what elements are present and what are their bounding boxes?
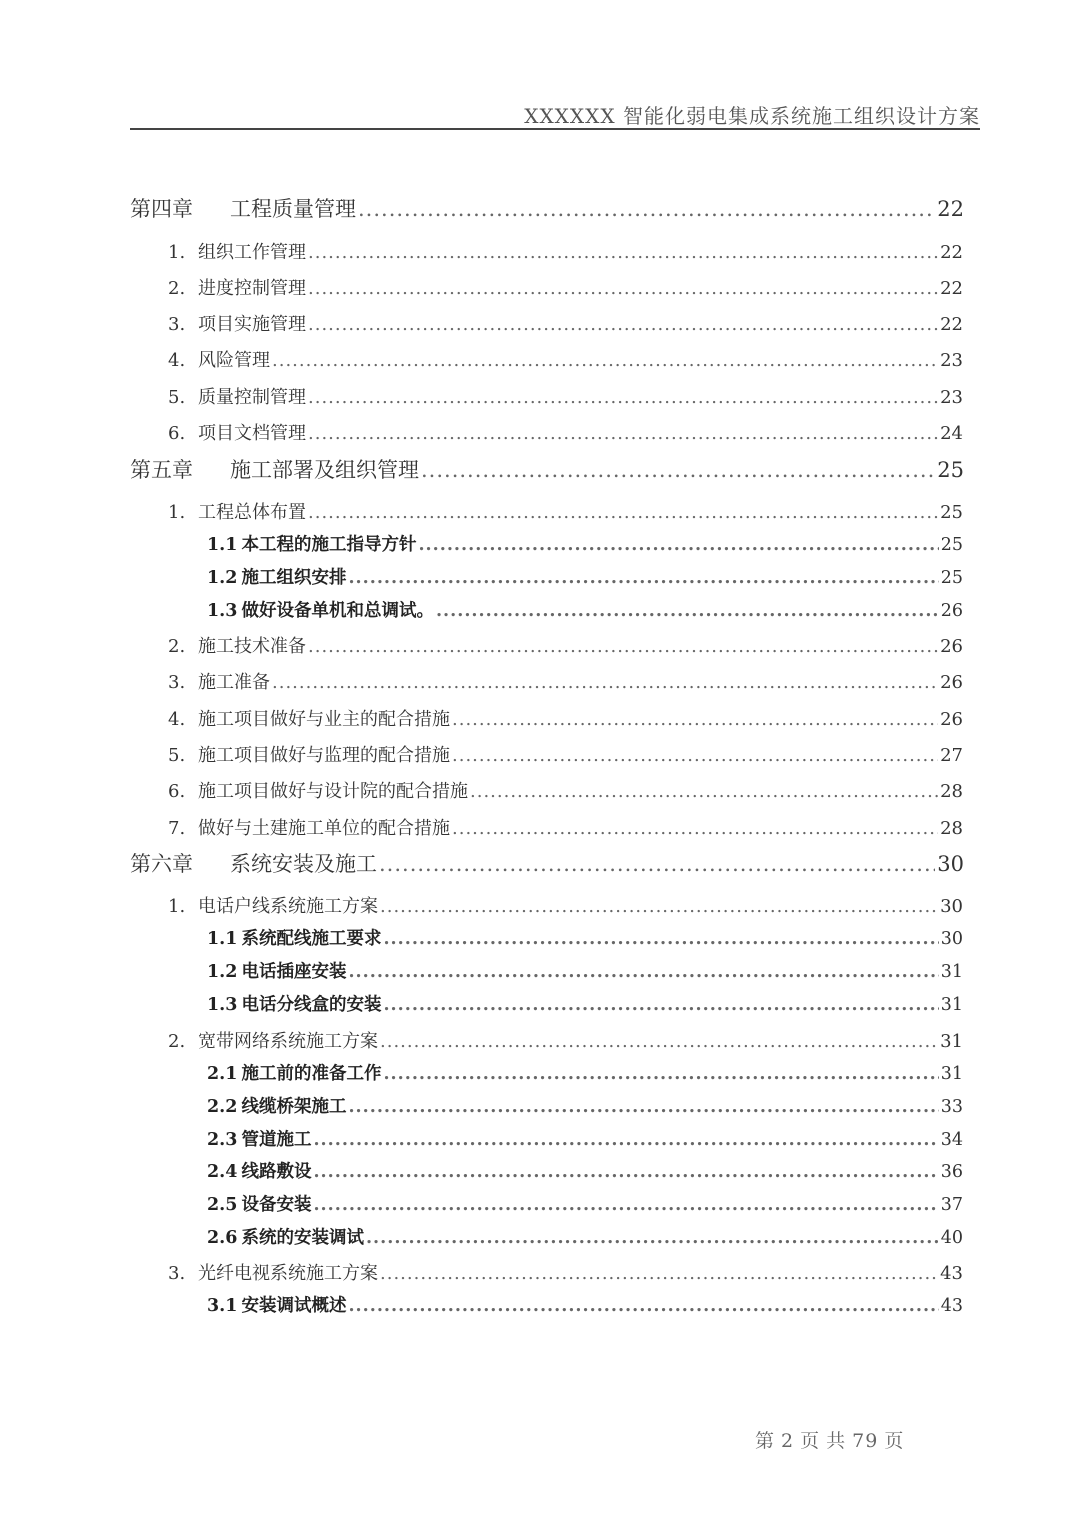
toc-entry-title: 组织工作管理 bbox=[198, 242, 306, 263]
toc-entry-number: 2.2 bbox=[207, 1097, 238, 1117]
dot-leader bbox=[348, 1097, 938, 1117]
toc-entry-label bbox=[207, 1060, 381, 1085]
toc-entry-title: 管道施工 bbox=[241, 1130, 312, 1150]
footer-mid2: 共 bbox=[826, 1430, 847, 1452]
toc-entry-number: 7. bbox=[168, 818, 186, 839]
toc-entry-title: 项目文档管理 bbox=[198, 423, 306, 444]
toc-entry-number: 4. bbox=[168, 709, 186, 730]
toc-entry-number: 1. bbox=[168, 896, 186, 917]
header-rule bbox=[130, 128, 980, 130]
toc-entry-number: 4. bbox=[168, 350, 186, 371]
dot-leader bbox=[421, 458, 935, 482]
toc-entry-title: 施工技术准备 bbox=[198, 636, 306, 657]
toc-entry-page-number: 25 bbox=[940, 568, 963, 588]
toc-entry-title: 施工项目做好与业主的配合措施 bbox=[198, 709, 450, 730]
toc-entry-page-number: 23 bbox=[940, 387, 963, 408]
toc-section-entry bbox=[168, 668, 963, 694]
toc-sub-entry bbox=[207, 1126, 963, 1151]
toc-section-entry bbox=[168, 383, 963, 409]
toc-entry-label bbox=[168, 274, 306, 300]
toc-entry-title: 系统的安装调试 bbox=[241, 1228, 364, 1248]
toc-entry-label bbox=[207, 531, 416, 556]
toc-entry-page-number: 22 bbox=[940, 278, 963, 299]
toc-sub-entry bbox=[207, 597, 963, 622]
footer-total-pages: 79 bbox=[852, 1430, 879, 1452]
toc-section-entry bbox=[168, 346, 963, 372]
toc-section-entry bbox=[168, 274, 963, 300]
toc-entry-number: 1.2 bbox=[207, 568, 238, 588]
toc-sub-entry bbox=[207, 531, 963, 556]
toc-section-entry bbox=[168, 632, 963, 658]
toc-entry-number: 2. bbox=[168, 636, 186, 657]
dot-leader bbox=[470, 781, 938, 802]
toc-entry-number: 1.1 bbox=[207, 535, 238, 555]
toc-sub-entry bbox=[207, 1060, 963, 1085]
footer-suffix: 页 bbox=[884, 1430, 905, 1452]
toc-entry-label bbox=[168, 498, 306, 524]
dot-leader bbox=[383, 995, 938, 1015]
toc-entry-label bbox=[207, 1158, 311, 1183]
toc-entry-title: 质量控制管理 bbox=[198, 387, 306, 408]
toc-entry-label bbox=[168, 310, 306, 336]
toc-entry-number: 2.4 bbox=[207, 1162, 238, 1182]
toc-entry-page-number: 43 bbox=[940, 1263, 963, 1284]
toc-entry-page-number: 23 bbox=[940, 350, 963, 371]
footer-prefix: 第 bbox=[755, 1430, 776, 1452]
toc-entry-number: 1. bbox=[168, 242, 186, 263]
toc-sub-entry bbox=[207, 564, 963, 589]
toc-entry-label bbox=[168, 1027, 378, 1053]
toc-entry-number: 2.3 bbox=[207, 1130, 238, 1150]
toc-entry-page-number: 30 bbox=[940, 896, 963, 917]
toc-sub-entry bbox=[207, 1292, 963, 1317]
toc-chapter-entry bbox=[130, 848, 964, 878]
toc-entry-page-number: 25 bbox=[937, 458, 964, 482]
dot-leader bbox=[358, 197, 935, 221]
dot-leader bbox=[436, 601, 939, 621]
toc-section-entry bbox=[168, 238, 963, 264]
toc-entry-title: 电话插座安装 bbox=[241, 962, 347, 982]
toc-sub-entry bbox=[207, 925, 963, 950]
dot-leader bbox=[313, 1130, 938, 1150]
toc-entry-title: 线路敷设 bbox=[241, 1162, 312, 1182]
dot-leader bbox=[418, 535, 938, 555]
toc-entry-label bbox=[207, 1191, 311, 1216]
toc-entry-page-number: 26 bbox=[940, 672, 963, 693]
toc-entry-page-number: 26 bbox=[940, 636, 963, 657]
dot-leader bbox=[348, 962, 938, 982]
toc-entry-label bbox=[168, 1259, 378, 1285]
toc-entry-page-number: 31 bbox=[940, 962, 963, 982]
toc-entry-page-number: 30 bbox=[937, 852, 964, 876]
toc-entry-number: 3. bbox=[168, 314, 186, 335]
toc-entry-label bbox=[207, 1126, 311, 1151]
dot-leader bbox=[308, 278, 938, 299]
toc-entry-title: 施工部署及组织管理 bbox=[230, 458, 419, 482]
toc-entry-label bbox=[168, 383, 306, 409]
toc-entry-number: 第六章 bbox=[130, 852, 193, 876]
toc-entry-label bbox=[207, 991, 381, 1016]
toc-sub-entry bbox=[207, 1093, 963, 1118]
dot-leader bbox=[272, 672, 938, 693]
toc-entry-label bbox=[168, 346, 270, 372]
toc-entry-page-number: 28 bbox=[940, 781, 963, 802]
toc-entry-number: 3. bbox=[168, 672, 186, 693]
toc-entry-title: 施工组织安排 bbox=[241, 568, 347, 588]
dot-leader bbox=[380, 1031, 938, 1052]
toc-entry-page-number: 28 bbox=[940, 818, 963, 839]
toc-chapter-entry bbox=[130, 454, 964, 484]
toc-entry-page-number: 36 bbox=[940, 1162, 963, 1182]
dot-leader bbox=[452, 709, 938, 730]
dot-leader bbox=[452, 818, 938, 839]
toc-sub-entry bbox=[207, 958, 963, 983]
toc-entry-title: 系统安装及施工 bbox=[230, 852, 377, 876]
dot-leader bbox=[380, 1263, 938, 1284]
toc-entry-number: 2. bbox=[168, 1031, 186, 1052]
toc-entry-number: 1.3 bbox=[207, 995, 238, 1015]
toc-entry-label bbox=[130, 848, 377, 878]
toc-entry-label bbox=[168, 238, 306, 264]
toc-entry-title: 工程总体布置 bbox=[198, 502, 306, 523]
footer-mid1: 页 bbox=[800, 1430, 821, 1452]
toc-entry-number: 第四章 bbox=[130, 197, 193, 221]
dot-leader bbox=[313, 1195, 938, 1215]
toc-entry-number: 2. bbox=[168, 278, 186, 299]
toc-entry-number: 第五章 bbox=[130, 458, 193, 482]
toc-entry-title: 施工准备 bbox=[198, 672, 270, 693]
toc-entry-page-number: 33 bbox=[940, 1097, 963, 1117]
dot-leader bbox=[313, 1162, 938, 1182]
toc-entry-label bbox=[207, 1093, 346, 1118]
toc-entry-number: 5. bbox=[168, 387, 186, 408]
toc-entry-title: 安装调试概述 bbox=[241, 1296, 347, 1316]
toc-entry-page-number: 25 bbox=[940, 535, 963, 555]
toc-section-entry bbox=[168, 310, 963, 336]
toc-entry-page-number: 43 bbox=[940, 1296, 963, 1316]
dot-leader bbox=[308, 502, 938, 523]
toc-entry-label bbox=[168, 705, 450, 731]
toc-entry-page-number: 22 bbox=[940, 314, 963, 335]
toc-entry-title: 做好设备单机和总调试。 bbox=[241, 601, 434, 621]
toc-entry-page-number: 40 bbox=[940, 1228, 963, 1248]
toc-entry-number: 3.1 bbox=[207, 1296, 238, 1316]
toc-entry-title: 设备安装 bbox=[241, 1195, 312, 1215]
toc-entry-page-number: 24 bbox=[940, 423, 963, 444]
toc-entry-title: 电话户线系统施工方案 bbox=[198, 896, 378, 917]
dot-leader bbox=[308, 636, 938, 657]
toc-entry-title: 进度控制管理 bbox=[198, 278, 306, 299]
toc-sub-entry bbox=[207, 1158, 963, 1183]
toc-entry-title: 光纤电视系统施工方案 bbox=[198, 1263, 378, 1284]
toc-entry-title: 电话分线盒的安装 bbox=[241, 995, 382, 1015]
toc-section-entry bbox=[168, 892, 963, 918]
toc-entry-label bbox=[168, 777, 468, 803]
toc-entry-page-number: 22 bbox=[940, 242, 963, 263]
toc-entry-title: 工程质量管理 bbox=[230, 197, 356, 221]
toc-entry-page-number: 27 bbox=[940, 745, 963, 766]
toc-entry-page-number: 22 bbox=[937, 197, 964, 221]
dot-leader bbox=[379, 852, 935, 876]
running-header: XXXXXX 智能化弱电集成系统施工组织设计方案 bbox=[524, 104, 980, 128]
toc-entry-title: 宽带网络系统施工方案 bbox=[198, 1031, 378, 1052]
dot-leader bbox=[308, 242, 938, 263]
toc-section-entry bbox=[168, 1027, 963, 1053]
toc-entry-page-number: 34 bbox=[940, 1130, 963, 1150]
toc-entry-number: 6. bbox=[168, 781, 186, 802]
toc-entry-page-number: 37 bbox=[940, 1195, 963, 1215]
toc-section-entry bbox=[168, 419, 963, 445]
toc-chapter-entry bbox=[130, 193, 964, 223]
toc-sub-entry bbox=[207, 1224, 963, 1249]
toc-section-entry bbox=[168, 705, 963, 731]
toc-entry-number: 2.1 bbox=[207, 1064, 238, 1084]
toc-entry-number: 1. bbox=[168, 502, 186, 523]
toc-entry-label bbox=[168, 892, 378, 918]
toc-entry-label bbox=[168, 668, 270, 694]
toc-entry-number: 1.3 bbox=[207, 601, 238, 621]
toc-section-entry bbox=[168, 814, 963, 840]
page-footer bbox=[752, 1426, 907, 1453]
toc-entry-number: 1.1 bbox=[207, 929, 238, 949]
toc-entry-page-number: 31 bbox=[940, 1031, 963, 1052]
dot-leader bbox=[452, 745, 938, 766]
toc-entry-label bbox=[207, 958, 346, 983]
toc-entry-page-number: 31 bbox=[940, 995, 963, 1015]
toc-entry-number: 6. bbox=[168, 423, 186, 444]
toc-entry-number: 2.6 bbox=[207, 1228, 238, 1248]
toc-sub-entry bbox=[207, 1191, 963, 1216]
dot-leader bbox=[272, 350, 938, 371]
toc-sub-entry bbox=[207, 991, 963, 1016]
dot-leader bbox=[348, 568, 938, 588]
toc-entry-title: 风险管理 bbox=[198, 350, 270, 371]
toc-entry-title: 系统配线施工要求 bbox=[241, 929, 382, 949]
dot-leader bbox=[308, 314, 938, 335]
toc-entry-title: 施工项目做好与设计院的配合措施 bbox=[198, 781, 468, 802]
toc-entry-title: 本工程的施工指导方针 bbox=[241, 535, 417, 555]
toc-entry-label bbox=[130, 193, 356, 223]
toc-entry-label bbox=[168, 814, 450, 840]
toc-entry-number: 1.2 bbox=[207, 962, 238, 982]
toc-entry-label bbox=[207, 1292, 346, 1317]
dot-leader bbox=[366, 1228, 939, 1248]
toc-entry-number: 3. bbox=[168, 1263, 186, 1284]
toc-entry-title: 施工前的准备工作 bbox=[241, 1064, 382, 1084]
dot-leader bbox=[348, 1296, 938, 1316]
toc-section-entry bbox=[168, 777, 963, 803]
dot-leader bbox=[383, 1064, 938, 1084]
toc-section-entry bbox=[168, 498, 963, 524]
toc-entry-label bbox=[130, 454, 419, 484]
toc-entry-page-number: 25 bbox=[940, 502, 963, 523]
toc-entry-label bbox=[207, 925, 381, 950]
toc-entry-page-number: 31 bbox=[940, 1064, 963, 1084]
toc-entry-page-number: 26 bbox=[940, 601, 963, 621]
dot-leader bbox=[380, 896, 938, 917]
toc-entry-label bbox=[207, 564, 346, 589]
toc-section-entry bbox=[168, 741, 963, 767]
toc-entry-label bbox=[207, 597, 434, 622]
dot-leader bbox=[308, 387, 938, 408]
toc-entry-label bbox=[168, 741, 450, 767]
dot-leader bbox=[308, 423, 938, 444]
toc-entry-label bbox=[168, 419, 306, 445]
toc-entry-title: 做好与土建施工单位的配合措施 bbox=[198, 818, 450, 839]
toc-entry-number: 5. bbox=[168, 745, 186, 766]
dot-leader bbox=[383, 929, 938, 949]
toc-entry-page-number: 30 bbox=[940, 929, 963, 949]
toc-entry-title: 线缆桥架施工 bbox=[241, 1097, 347, 1117]
toc-entry-label bbox=[207, 1224, 364, 1249]
toc-entry-label bbox=[168, 632, 306, 658]
toc-entry-number: 2.5 bbox=[207, 1195, 238, 1215]
toc-entry-title: 项目实施管理 bbox=[198, 314, 306, 335]
toc-section-entry bbox=[168, 1259, 963, 1285]
footer-current-page: 2 bbox=[781, 1430, 795, 1452]
toc-entry-title: 施工项目做好与监理的配合措施 bbox=[198, 745, 450, 766]
toc-entry-page-number: 26 bbox=[940, 709, 963, 730]
